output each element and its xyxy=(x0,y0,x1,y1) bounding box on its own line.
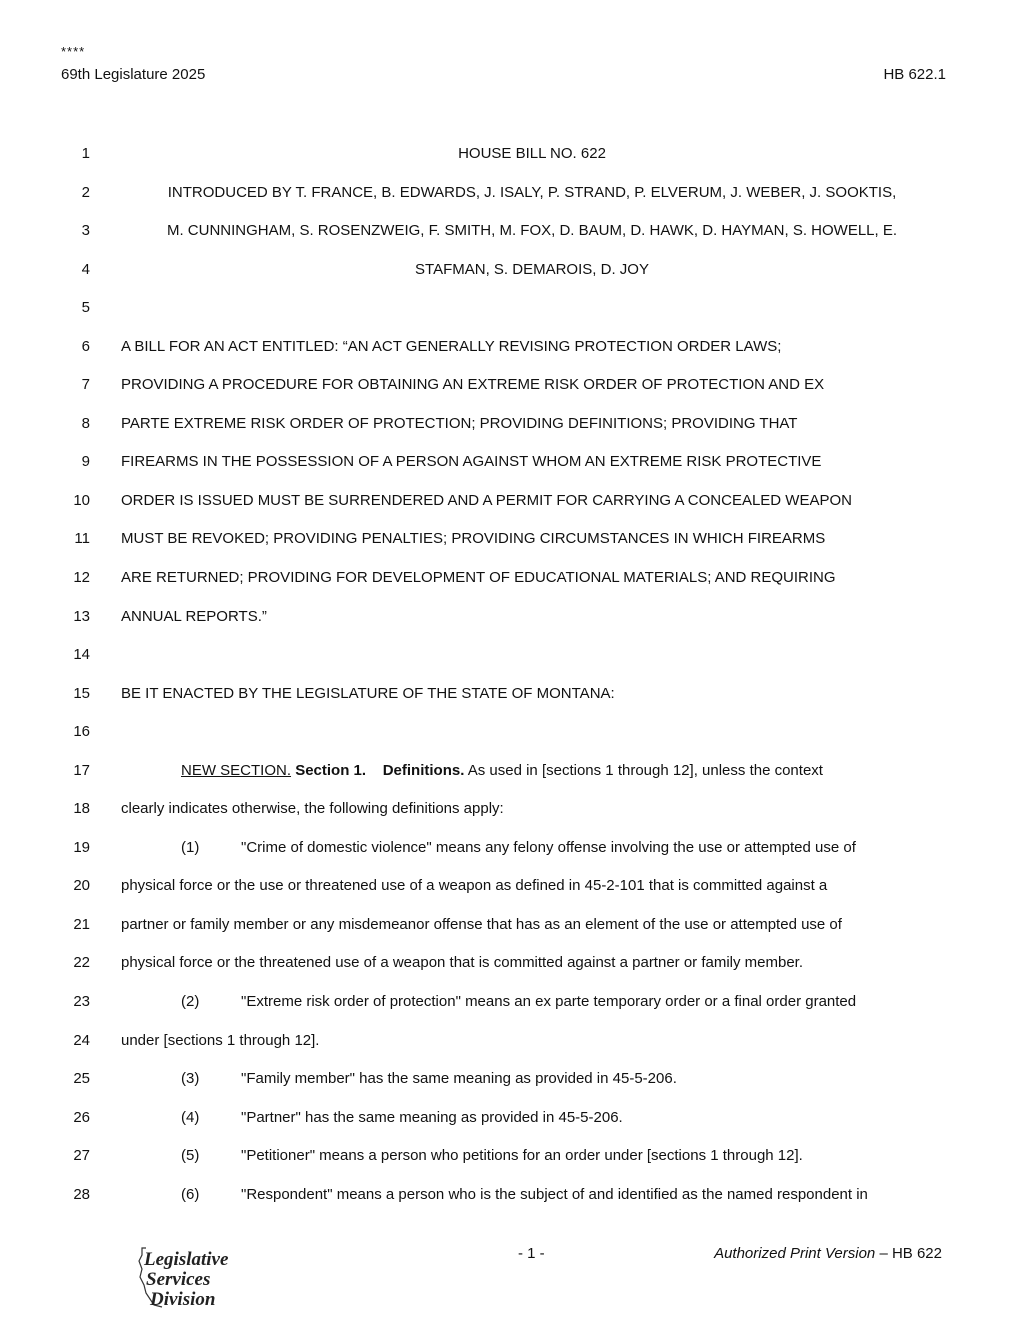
sponsors-text: M. CUNNINGHAM, S. ROSENZWEIG, F. SMITH, M. FOX, D. BAUM, D. HAWK, D. HAYMAN, S. HOWELL, E. xyxy=(166,222,898,240)
line-text: FIREARMS IN THE POSSESSION OF A PERSON AGAINST WHOM AN EXTREME RISK PROTECTIVE xyxy=(121,453,822,471)
logo-word: Legislative xyxy=(144,1249,229,1270)
authorized-print-label xyxy=(714,1245,942,1262)
line-text: physical force or the threatened use of a weapon that is committed against a partner or family member. xyxy=(121,954,804,972)
line xyxy=(0,251,1024,290)
line-text: "Partner" has the same meaning as provided in 45-5-206. xyxy=(241,1108,623,1126)
line xyxy=(0,559,1024,598)
line xyxy=(0,790,1024,829)
line-text: under [sections 1 through 12]. xyxy=(121,1031,320,1049)
line-number: 23 xyxy=(73,993,90,1011)
line xyxy=(0,598,1024,637)
line-number: 3 xyxy=(81,222,90,240)
legislative-services-logo xyxy=(136,1245,256,1315)
bill-identifier: HB 622.1 xyxy=(883,66,946,83)
line-number: 22 xyxy=(73,954,90,972)
line-text: PARTE EXTREME RISK ORDER OF PROTECTION; PROVIDING DEFINITIONS; PROVIDING THAT xyxy=(121,414,798,432)
sponsors-text: INTRODUCED BY T. FRANCE, B. EDWARDS, J. ISALY, P. STRAND, P. ELVERUM, J. WEBER, J. SOOKTIS, xyxy=(167,183,897,201)
line xyxy=(0,1060,1024,1099)
line xyxy=(0,675,1024,714)
line-number: 14 xyxy=(73,646,90,664)
line xyxy=(0,1176,1024,1215)
line xyxy=(0,135,1024,174)
enacting-clause: BE IT ENACTED BY THE LEGISLATURE OF THE STATE OF MONTANA: xyxy=(121,684,615,702)
line-text: partner or family member or any misdemeanor offense that has as an element of the use or attempted use of xyxy=(121,915,842,933)
line-number: 6 xyxy=(81,337,90,355)
line-text: As used in [sections 1 through 12], unless the context xyxy=(467,761,823,779)
line xyxy=(0,983,1024,1022)
line xyxy=(0,944,1024,983)
line-number: 15 xyxy=(73,684,90,702)
bill-title: HOUSE BILL NO. 622 xyxy=(458,145,606,162)
line-number: 8 xyxy=(81,414,90,432)
line xyxy=(0,366,1024,405)
line-text: "Petitioner" means a person who petitions for an order under [sections 1 through 12]. xyxy=(241,1147,803,1165)
line-number: 1 xyxy=(81,145,90,162)
line-number: 12 xyxy=(73,569,90,587)
line-text: PROVIDING A PROCEDURE FOR OBTAINING AN EXTREME RISK ORDER OF PROTECTION AND EX xyxy=(121,376,825,394)
line xyxy=(0,867,1024,906)
line xyxy=(0,1022,1024,1061)
line-number: 10 xyxy=(73,491,90,509)
section-title: Definitions. xyxy=(382,761,465,779)
header-stars: **** xyxy=(61,44,86,59)
line-number: 11 xyxy=(74,530,90,548)
line xyxy=(0,443,1024,482)
page-number: - 1 - xyxy=(518,1245,545,1262)
bill-text xyxy=(0,135,1024,1214)
line-number: 13 xyxy=(73,607,90,625)
authorized-print-italic: Authorized Print Version xyxy=(714,1245,876,1262)
line-number: 27 xyxy=(73,1147,90,1165)
subsection-number: (4) xyxy=(181,1108,200,1126)
line xyxy=(0,713,1024,752)
line xyxy=(0,906,1024,945)
line-number: 24 xyxy=(73,1031,90,1049)
legislature-session: 69th Legislature 2025 xyxy=(61,66,206,83)
line xyxy=(0,328,1024,367)
new-section-label: NEW SECTION. xyxy=(181,761,292,779)
line-number: 9 xyxy=(81,453,90,471)
line-text: "Extreme risk order of protection" means an ex parte temporary order or a final order granted xyxy=(241,993,857,1011)
line-number: 7 xyxy=(81,376,90,394)
line-number: 26 xyxy=(73,1108,90,1126)
line-number: 21 xyxy=(73,915,90,933)
subsection-number: (3) xyxy=(181,1070,200,1088)
subsection-number: (2) xyxy=(181,993,200,1011)
line-number: 20 xyxy=(73,877,90,895)
line-number: 25 xyxy=(73,1070,90,1088)
line xyxy=(0,174,1024,213)
line-number: 17 xyxy=(73,761,90,779)
sponsors-text: STAFMAN, S. DEMAROIS, D. JOY xyxy=(415,260,649,278)
line xyxy=(0,289,1024,328)
line xyxy=(0,636,1024,675)
line-number: 4 xyxy=(81,260,90,278)
line-text: "Respondent" means a person who is the subject of and identified as the named respondent in xyxy=(241,1185,868,1203)
line-text: MUST BE REVOKED; PROVIDING PENALTIES; PROVIDING CIRCUMSTANCES IN WHICH FIREARMS xyxy=(121,530,826,548)
logo-word: Services xyxy=(146,1269,211,1290)
authorized-print-bill: – HB 622 xyxy=(875,1245,942,1262)
line xyxy=(0,1099,1024,1138)
line xyxy=(0,482,1024,521)
line-number: 2 xyxy=(81,183,90,201)
line-text: "Crime of domestic violence" means any felony offense involving the use or attempted use of xyxy=(241,838,856,856)
line xyxy=(0,829,1024,868)
line-text: physical force or the use or threatened use of a weapon as defined in 45-2-101 that is committed against a xyxy=(121,877,828,895)
line xyxy=(0,1137,1024,1176)
line xyxy=(0,212,1024,251)
section-number: Section 1. xyxy=(295,761,367,779)
subsection-number: (5) xyxy=(181,1147,200,1165)
line xyxy=(0,752,1024,791)
line xyxy=(0,405,1024,444)
line-number: 5 xyxy=(81,299,90,317)
line-number: 18 xyxy=(73,800,90,818)
line-number: 28 xyxy=(73,1185,90,1203)
subsection-number: (1) xyxy=(181,838,200,856)
line-number: 16 xyxy=(73,723,90,741)
line-text: "Family member" has the same meaning as provided in 45-5-206. xyxy=(241,1070,677,1088)
line-text: ARE RETURNED; PROVIDING FOR DEVELOPMENT OF EDUCATIONAL MATERIALS; AND REQUIRING xyxy=(121,569,836,587)
line-text: A BILL FOR AN ACT ENTITLED: “AN ACT GENERALLY REVISING PROTECTION ORDER LAWS; xyxy=(121,337,782,355)
line-text: ANNUAL REPORTS.” xyxy=(121,607,267,625)
line-text: clearly indicates otherwise, the following definitions apply: xyxy=(121,800,504,818)
line-text: ORDER IS ISSUED MUST BE SURRENDERED AND A PERMIT FOR CARRYING A CONCEALED WEAPON xyxy=(121,491,852,509)
section-heading-line xyxy=(121,752,946,791)
line-number: 19 xyxy=(73,838,90,856)
line xyxy=(0,520,1024,559)
logo-word: Division xyxy=(150,1289,216,1310)
subsection-number: (6) xyxy=(181,1185,200,1203)
